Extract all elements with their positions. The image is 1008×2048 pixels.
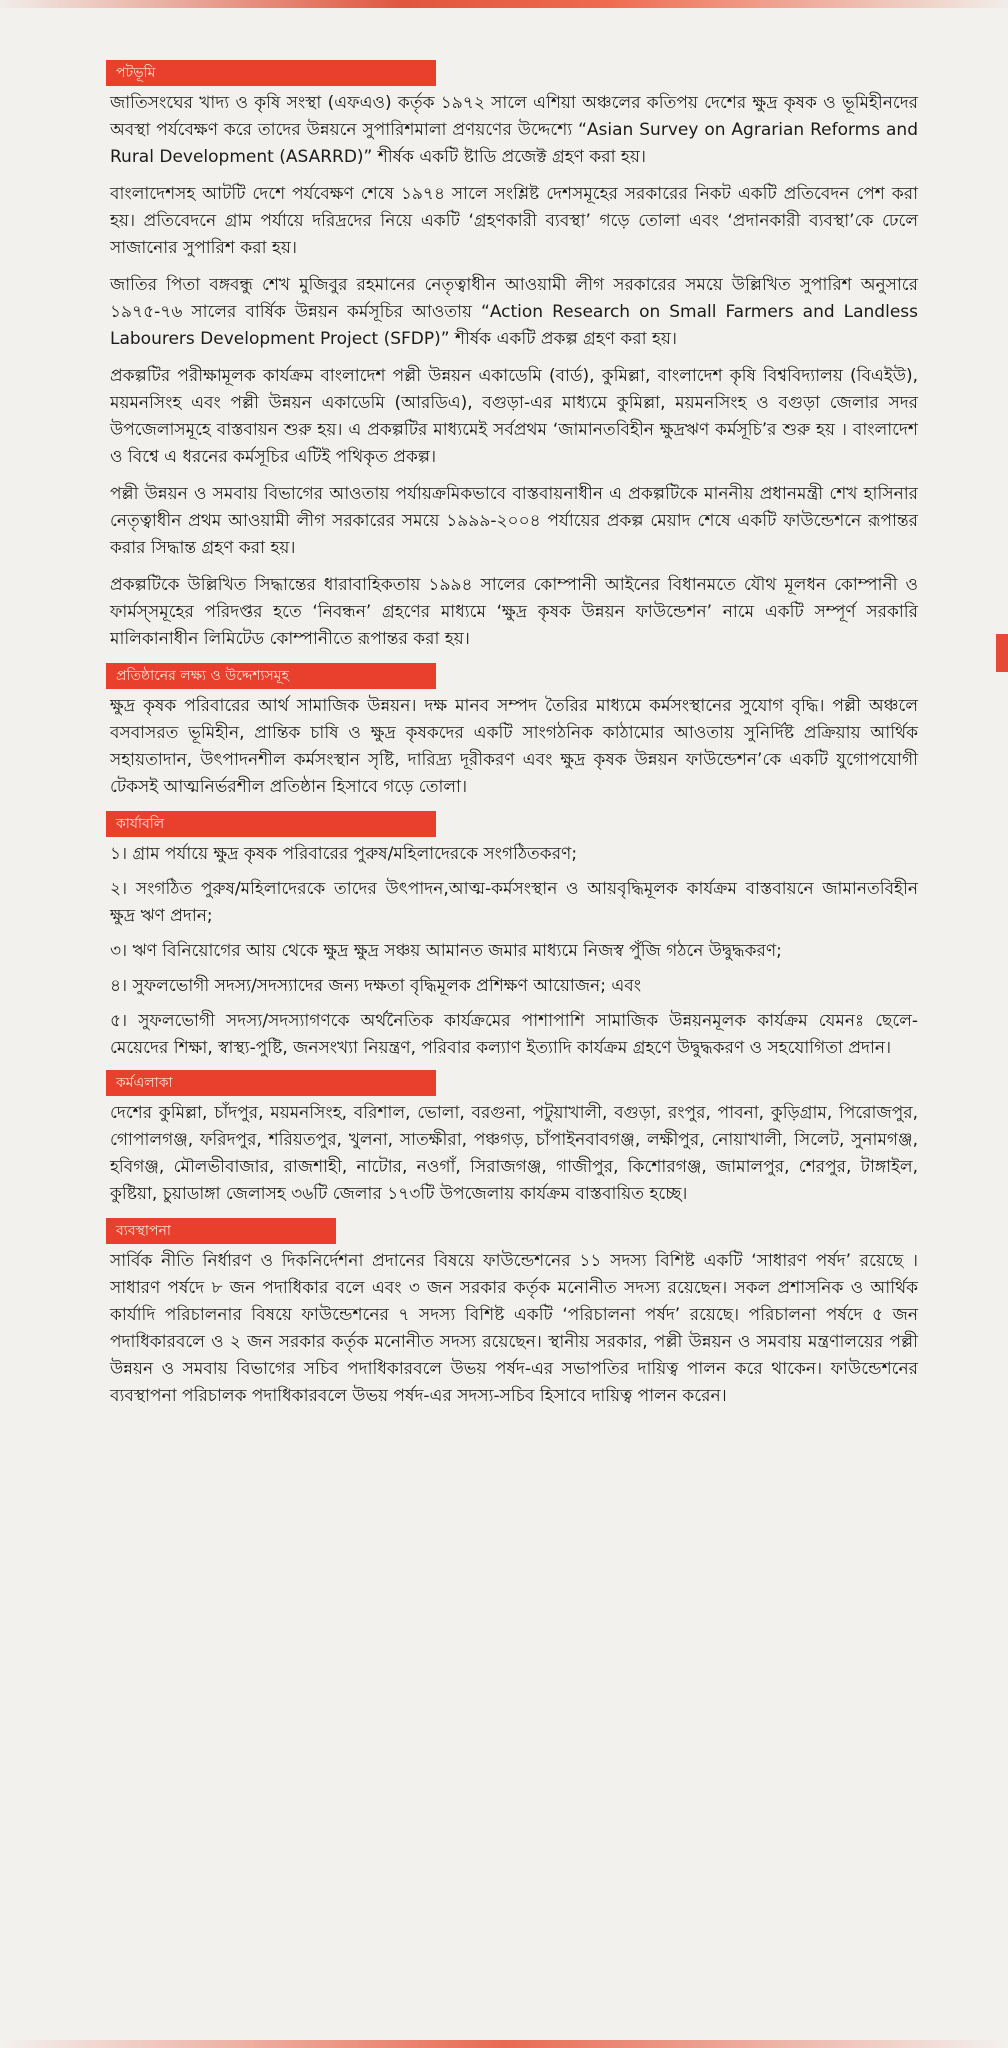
paragraph: দেশের কুমিল্লা, চাঁদপুর, ময়মনসিংহ, বরিশাল, ভোলা, বরগুনা, পটুয়াখালী, বগুড়া, রংপুর, পাবনা, কুড়িগ্রাম, পিরোজপুর, গোপালগঞ্জ, ফরিদপুর, শরিয়তপুর, খুলনা, সাতক্ষীরা, পঞ্চগড়, চাঁপাইনবাবগঞ্জ, লক্ষীপুর, নোয়াখালী, সিলেট, সুনামগঞ্জ, হবিগঞ্জ, মৌলভীবাজার, রাজশাহী, নাটোর, নওগাঁ, সিরাজগঞ্জ, গাজীপুর, কিশোরগঞ্জ, জামালপুর, শেরপুর, টাঙ্গাইল, কুষ্টিয়া, চুয়াডাঙ্গা জেলাসহ ৩৬টি জেলার ১৭৩টি উপজেলায় কার্যক্রম বাস্তবায়িত হচ্ছে। bbox=[110, 1103, 918, 1204]
list-item: ৩। ঋণ বিনিয়োগের আয় থেকে ক্ষুদ্র ক্ষুদ্র সঞ্চয় আমানত জমার মাধ্যমে নিজস্ব পুঁজি গঠনে উদ্বুদ্ধকরণ; bbox=[110, 941, 782, 961]
paragraph: জাতির পিতা বঙ্গবন্ধু শেখ মুজিবুর রহমানের নেতৃত্বাধীন আওয়ামী লীগ সরকারের সময়ে উল্লিখিত সুপারিশ অনুসারে ১৯৭৫-৭৬ সালের বার্ষিক উন্নয়ন কর্মসূচির আওতায় “Action Research on Small Farmers and Landless Labourers Development Project (SFDP)” শীর্ষক একটি প্রকল্প গ্রহণ করা হয়। bbox=[110, 275, 918, 349]
section-heading: কার্যাবলি bbox=[106, 811, 436, 837]
section-work-area bbox=[110, 1070, 918, 1208]
section-heading: কর্মএলাকা bbox=[106, 1070, 436, 1096]
section-heading: পটভূমি bbox=[106, 60, 436, 86]
list-item: ৫। সুফলভোগী সদস্য/সদস্যাগণকে অর্থনৈতিক কার্যক্রমের পাশাপাশি সামাজিক উন্নয়নমূলক কার্যক্রম যেমনঃ ছেলে-মেয়েদের শিক্ষা, স্বাস্থ্য-পুষ্টি, জনসংখ্যা নিয়ন্ত্রণ, পরিবার কল্যাণ ইত্যাদি কার্যক্রম গ্রহণে উদ্বুদ্ধকরণ ও সহযোগিতা প্রদান। bbox=[110, 1011, 918, 1058]
section-management bbox=[110, 1218, 918, 1410]
right-edge-tab bbox=[996, 634, 1008, 672]
section-heading: ব্যবস্থাপনা bbox=[106, 1218, 336, 1244]
paragraph: পল্লী উন্নয়ন ও সমবায় বিভাগের আওতায় পর্যায়ক্রমিকভাবে বাস্তবায়নাধীন এ প্রকল্পটিকে মাননীয় প্রধানমন্ত্রী শেখ হাসিনার নেতৃত্বাধীন প্রথম আওয়ামী লীগ সরকারের সময়ে ১৯৯৯-২০০৪ পর্যায়ের প্রকল্প মেয়াদ শেষে একটি ফাউন্ডেশনে রূপান্তর করার সিদ্ধান্ত গ্রহণ করা হয়। bbox=[110, 484, 918, 558]
functions-list bbox=[110, 841, 918, 1062]
paragraph: প্রকল্পটিকে উল্লিখিত সিদ্ধান্তের ধারাবাহিকতায় ১৯৯৪ সালের কোম্পানী আইনের বিধানমতে যৌথ মূলধন কোম্পানী ও ফার্মস্সমূহের পরিদপ্তর হতে ‘নিবন্ধন’ গ্রহণের মাধ্যমে ‘ক্ষুদ্র কৃষক উন্নয়ন ফাউন্ডেশন’ নামে একটি সম্পূর্ণ সরকারি মালিকানাধীন লিমিটেড কোম্পানীতে রূপান্তর করা হয়। bbox=[110, 575, 918, 649]
list-item: ২। সংগঠিত পুরুষ/মহিলাদেরকে তাদের উৎপাদন,আত্ম-কর্মসংস্থান ও আয়বৃদ্ধিমূলক কার্যক্রম বাস্তবায়নে জামানতবিহীন ক্ষুদ্র ঋণ প্রদান; bbox=[110, 879, 918, 926]
paragraph: বাংলাদেশসহ আটটি দেশে পর্যবেক্ষণ শেষে ১৯৭৪ সালে সংশ্লিষ্ট দেশসমূহের সরকারের নিকট একটি প্রতিবেদন পেশ করা হয়। প্রতিবেদনে গ্রাম পর্যায়ে দরিদ্রদের নিয়ে একটি ‘গ্রহণকারী ব্যবস্থা’ গড়ে তোলা এবং ‘প্রদানকারী ব্যবস্থা’কে ঢেলে সাজানোর সুপারিশ করা হয়। bbox=[110, 184, 918, 258]
document-page bbox=[110, 60, 918, 1420]
paragraph: ক্ষুদ্র কৃষক পরিবারের আর্থ সামাজিক উন্নয়ন। দক্ষ মানব সম্পদ তৈরির মাধ্যমে কর্মসংস্থানের সুযোগ বৃদ্ধি। পল্লী অঞ্চলে বসবাসরত ভূমিহীন, প্রান্তিক চাষি ও ক্ষুদ্র কৃষকদের একটি সাংগঠনিক কাঠামোর আওতায় সুনির্দিষ্ট প্রক্রিয়ায় আর্থিক সহায়তাদান, উৎপাদনশীল কর্মসংস্থান সৃষ্টি, দারিদ্র্য দূরীকরণ এবং ক্ষুদ্র কৃষক উন্নয়ন ফাউন্ডেশন’কে একটি যুগোপযোগী টেকসই আত্মনির্ভরশীল প্রতিষ্ঠান হিসাবে গড়ে তোলা। bbox=[110, 696, 918, 797]
bottom-decorative-strip bbox=[0, 2040, 1008, 2048]
section-background bbox=[110, 60, 918, 653]
list-item: ৪। সুফলভোগী সদস্য/সদস্যাদের জন্য দক্ষতা বৃদ্ধিমূলক প্রশিক্ষণ আয়োজন; এবং bbox=[110, 976, 642, 996]
section-functions bbox=[110, 811, 918, 1062]
section-objectives bbox=[110, 663, 918, 801]
section-heading: প্রতিষ্ঠানের লক্ষ্য ও উদ্দেশ্যসমূহ bbox=[106, 663, 436, 689]
top-decorative-strip bbox=[0, 0, 1008, 8]
list-item: ১। গ্রাম পর্যায়ে ক্ষুদ্র কৃষক পরিবারের পুরুষ/মহিলাদেরকে সংগঠিতকরণ; bbox=[110, 844, 578, 864]
paragraph: প্রকল্পটির পরীক্ষামূলক কার্যক্রম বাংলাদেশ পল্লী উন্নয়ন একাডেমি (বার্ড), কুমিল্লা, বাংলাদেশ কৃষি বিশ্ববিদ্যালয় (বিএইউ), ময়মনসিংহ এবং পল্লী উন্নয়ন একাডেমি (আরডিএ), বগুড়া-এর মাধ্যমে কুমিল্লা, ময়মনসিংহ ও বগুড়া জেলার সদর উপজেলাসমূহে বাস্তবায়ন শুরু হয়। এ প্রকল্পটির মাধ্যমেই সর্বপ্রথম ‘জামানতবিহীন ক্ষুদ্রঋণ কর্মসূচি’র শুরু হয় । বাংলাদেশ ও বিশ্বে এ ধরনের কর্মসূচির এটিই পথিকৃত প্রকল্প। bbox=[110, 366, 918, 467]
paragraph: জাতিসংঘের খাদ্য ও কৃষি সংস্থা (এফএও) কর্তৃক ১৯৭২ সালে এশিয়া অঞ্চলের কতিপয় দেশের ক্ষুদ্র কৃষক ও ভূমিহীনদের অবস্থা পর্যবেক্ষণ করে তাদের উন্নয়নে সুপারিশমালা প্রণয়ণের উদ্দেশ্যে “Asian Survey on Agrarian Reforms and Rural Development (ASARRD)” শীর্ষক একটি ষ্টাডি প্রজেক্ট গ্রহণ করা হয়। bbox=[110, 93, 918, 167]
paragraph: সার্বিক নীতি নির্ধারণ ও দিকনির্দেশনা প্রদানের বিষয়ে ফাউন্ডেশনের ১১ সদস্য বিশিষ্ট একটি ‘সাধারণ পর্ষদ’ রয়েছে । সাধারণ পর্ষদে ৮ জন পদাধিকার বলে এবং ৩ জন সরকার কর্তৃক মনোনীত সদস্য রয়েছেন। সকল প্রশাসনিক ও আর্থিক কার্যাদি পরিচালনার বিষয়ে ফাউন্ডেশনের ৭ সদস্য বিশিষ্ট একটি ‘পরিচালনা পর্ষদ’ রয়েছে। পরিচালনা পর্ষদে ৫ জন পদাধিকারবলে ও ২ জন সরকার কর্তৃক মনোনীত সদস্য রয়েছেন। স্থানীয় সরকার, পল্লী উন্নয়ন ও সমবায় মন্ত্রণালয়ের পল্লী উন্নয়ন ও সমবায় বিভাগের সচিব পদাধিকারবলে উভয় পর্ষদ-এর সভাপতির দায়িত্ব পালন করে থাকেন। ফাউন্ডেশনের ব্যবস্থাপনা পরিচালক পদাধিকারবলে উভয় পর্ষদ-এর সদস্য-সচিব হিসাবে দায়িত্ব পালন করেন। bbox=[110, 1251, 918, 1406]
